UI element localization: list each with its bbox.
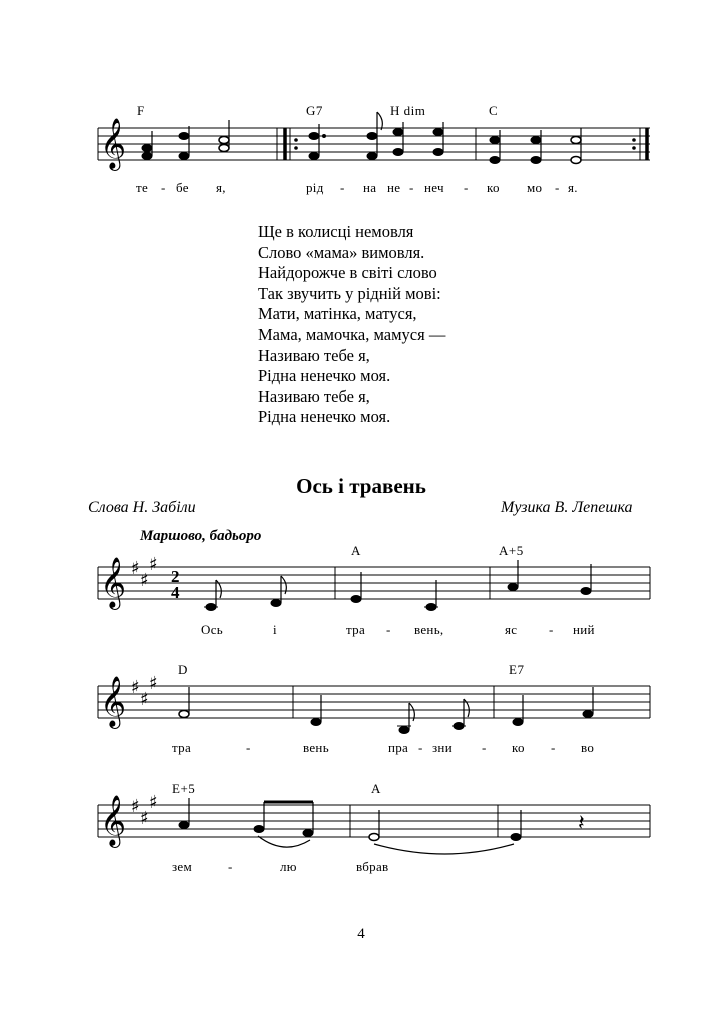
sharp-icon: ♯ <box>131 558 140 579</box>
chord-symbol: E7 <box>509 662 525 677</box>
treble-clef-icon: 𝄞 <box>100 118 127 169</box>
verse-line: Рідна ненечко моя. <box>258 407 391 427</box>
chord-symbol: C <box>489 103 499 118</box>
lyric-hyphen: - <box>555 180 560 195</box>
treble-clef-icon: 𝄞 <box>100 795 127 846</box>
sharp-icon: ♯ <box>131 677 140 698</box>
lyric-syllable: вень, <box>414 622 444 637</box>
lyric-syllable: ко <box>487 180 500 195</box>
lyric-hyphen: - <box>409 180 414 195</box>
lyric-syllable: ний <box>573 622 595 637</box>
lyric-hyphen: - <box>246 740 251 755</box>
verse-line: Мати, матінка, матуся, <box>258 304 417 324</box>
lyric-syllable: бе <box>176 180 189 195</box>
sharp-icon: ♯ <box>149 673 158 694</box>
chord-symbol: G7 <box>306 103 323 118</box>
lyric-syllable: вбрав <box>356 859 389 874</box>
lyric-syllable: неч <box>424 180 444 195</box>
page-number: 4 <box>357 926 365 942</box>
chord-symbol: A+5 <box>499 543 524 558</box>
sharp-icon: ♯ <box>131 796 140 817</box>
lyric-syllable: я, <box>216 180 226 195</box>
sharp-icon: ♯ <box>140 570 149 591</box>
lyric-syllable: вень <box>303 740 329 755</box>
composer-credit: Музика В. Лепешка <box>501 499 633 516</box>
lyric-hyphen: - <box>228 859 233 874</box>
tempo-marking: Маршово, бадьоро <box>140 528 262 544</box>
lyric-syllable: і <box>273 622 277 637</box>
lyric-syllable: те <box>136 180 149 195</box>
chord-symbol: A <box>371 781 381 796</box>
quarter-rest-icon: 𝄽 <box>578 811 585 836</box>
lyric-syllable: не <box>387 180 401 195</box>
sharp-icon: ♯ <box>149 554 158 575</box>
lyric-syllable: тра <box>172 740 192 755</box>
chord-symbol: A <box>351 543 361 558</box>
treble-clef-icon: 𝄞 <box>100 557 127 608</box>
verse-line: Так звучить у рідній мові: <box>258 283 441 303</box>
chord-symbol: H dim <box>390 103 426 118</box>
lyric-syllable: пра <box>388 740 409 755</box>
lyric-syllable: мо <box>527 180 543 195</box>
verse-line: Називаю тебе я, <box>258 345 370 365</box>
lyricist-credit: Слова Н. Забіли <box>88 499 196 516</box>
verse-line: Рідна ненечко моя. <box>258 366 391 386</box>
time-signature-denominator: 4 <box>171 583 180 602</box>
time-signature-numerator: 2 <box>171 567 180 586</box>
sharp-icon: ♯ <box>140 808 149 829</box>
chord-symbol: D <box>178 662 188 677</box>
lyric-syllable: тра <box>346 622 366 637</box>
treble-clef-icon: 𝄞 <box>100 676 127 727</box>
verse-line: Ще в колисці немовля <box>258 222 414 241</box>
lyric-hyphen: - <box>418 740 423 755</box>
verse-line: Слово «мама» вимовля. <box>258 242 425 262</box>
lyric-syllable: зем <box>172 859 193 874</box>
lyric-syllable: во <box>581 740 595 755</box>
song-title: Ось і травень <box>296 474 426 498</box>
lyric-hyphen: - <box>551 740 556 755</box>
sharp-icon: ♯ <box>149 792 158 813</box>
lyric-hyphen: - <box>482 740 487 755</box>
chord-symbol: F <box>137 103 145 118</box>
lyric-syllable: яс <box>505 622 518 637</box>
lyric-syllable: рід <box>306 180 324 195</box>
lyric-hyphen: - <box>464 180 469 195</box>
lyric-syllable: на <box>363 180 377 195</box>
lyric-syllable: Ось <box>201 622 223 637</box>
verse-line: Називаю тебе я, <box>258 386 370 406</box>
verse-line: Мама, мамочка, мамуся — <box>258 324 446 344</box>
lyric-hyphen: - <box>386 622 391 637</box>
chord-symbol: E+5 <box>172 781 196 796</box>
lyric-syllable: лю <box>280 859 297 874</box>
lyric-syllable: зни <box>432 740 452 755</box>
lyric-hyphen: - <box>161 180 166 195</box>
lyric-syllable: ко <box>512 740 525 755</box>
verse-line: Найдорожче в світі слово <box>258 263 437 283</box>
lyric-hyphen: - <box>549 622 554 637</box>
lyric-hyphen: - <box>340 180 345 195</box>
sharp-icon: ♯ <box>140 689 149 710</box>
lyric-syllable: я. <box>568 180 578 195</box>
